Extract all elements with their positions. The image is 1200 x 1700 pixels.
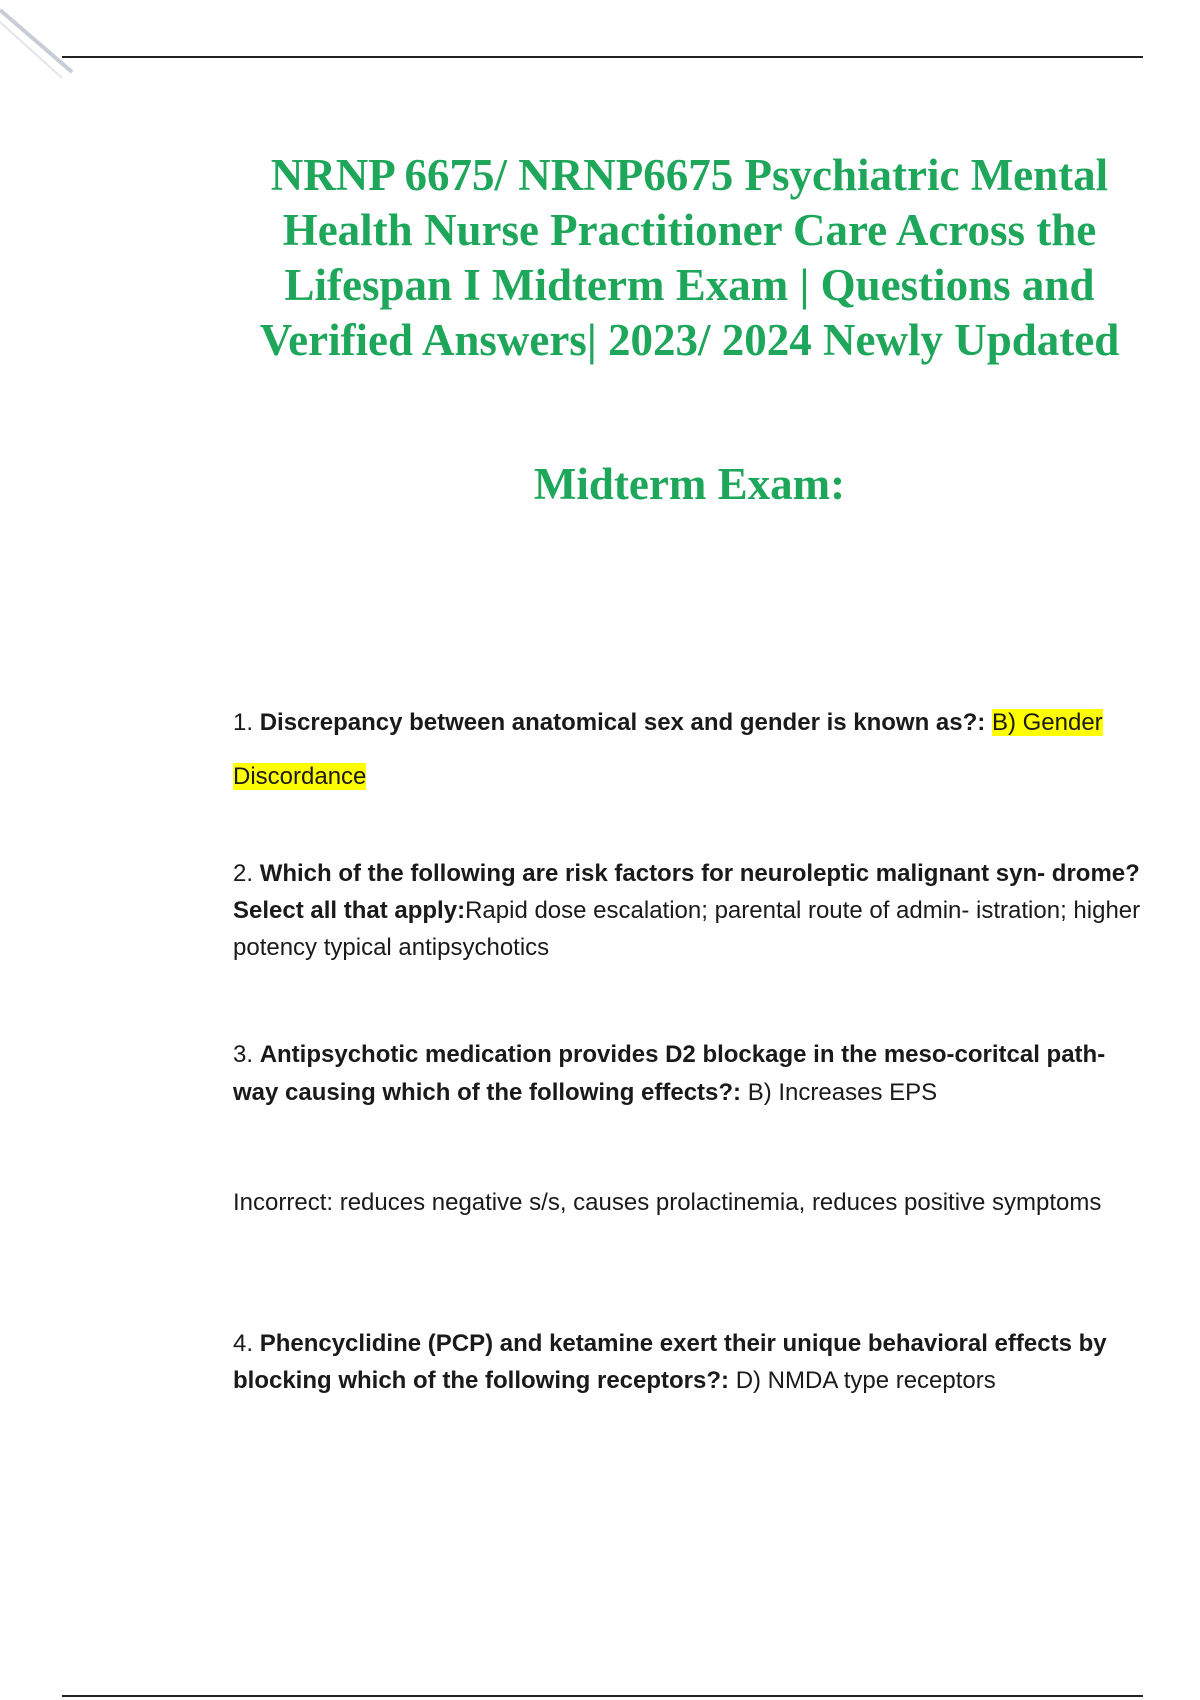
answer-text: Rapid dose escalation; parental route of admin- istration; higher potency typical antipsychotics — [233, 897, 1141, 961]
bottom-rule — [62, 1695, 1143, 1697]
question-item-4 — [233, 1325, 1145, 1399]
top-rule — [62, 56, 1143, 58]
question-number: 3. — [233, 1041, 254, 1068]
answer-text: D) NMDA type receptors — [735, 1367, 996, 1394]
question-number: 4. — [233, 1330, 254, 1357]
page-corner-mark — [0, 0, 90, 90]
question-text: Which of the following are risk factors for neuroleptic malignant syn- drome? Select all that apply: — [233, 860, 1140, 924]
question-text: Discrepancy between anatomical sex and gender is known as?: — [259, 709, 986, 736]
question-item-2 — [233, 855, 1145, 966]
answer-text: B) Increases EPS — [747, 1079, 938, 1106]
question-item-1 — [233, 696, 1145, 804]
question-item-3 — [233, 1036, 1145, 1112]
question-number: 1. — [233, 709, 254, 736]
document-title: NRNP 6675/ NRNP6675 Psychiatric Mental Health Nurse Practitioner Care Across the Lifespan I Midterm Exam | Questions and Verified Answers| 2023/ 2024 Newly Updated — [259, 150, 1120, 365]
question-text: Antipsychotic medication provides D2 blockage in the meso-coritcal path- way causing which of the following effects?: — [233, 1041, 1106, 1106]
highlighted-answer: B) Gender Discordance — [233, 709, 1103, 790]
question-number: 2. — [233, 860, 254, 887]
question-text: Phencyclidine (PCP) and ketamine exert their unique behavioral effects by blocking which of the following receptors?: — [233, 1330, 1107, 1394]
document-subtitle: Midterm Exam: — [533, 459, 846, 509]
answer-note: Incorrect: reduces negative s/s, causes prolactinemia, reduces positive symptoms — [233, 1189, 1102, 1216]
